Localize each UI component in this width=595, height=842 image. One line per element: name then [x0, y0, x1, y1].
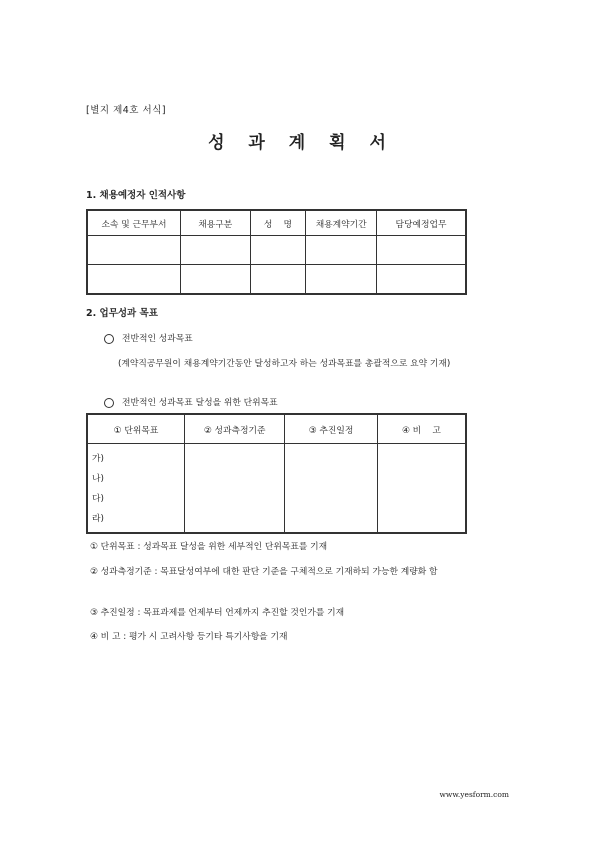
header-contract-period: 채용계약기간: [306, 210, 377, 236]
note-measurement-criteria: ② 성과측정기준 : 목표달성여부에 대한 판단 기준을 구체적으로 기재하되 가능한 계량화 함: [90, 567, 438, 577]
header-department: 소속 및 근무부서: [87, 210, 180, 236]
header-remarks: ④ 비 고: [377, 414, 466, 444]
table-cell[interactable]: [250, 236, 306, 265]
table-row: [87, 444, 466, 534]
document-title: 성 과 계 획 서: [208, 133, 387, 153]
table-row: [87, 265, 466, 295]
row-label: 다): [92, 494, 104, 504]
bullet-text: 전반적인 성과목표 달성을 위한 단위목표: [122, 398, 278, 408]
header-unit-goal: ① 단위목표: [87, 414, 184, 444]
table-header-row: [87, 210, 466, 236]
circle-bullet-icon: [104, 334, 114, 344]
personal-info-table: [86, 209, 467, 295]
table-row: [87, 236, 466, 265]
table-cell[interactable]: [285, 444, 377, 534]
table-cell[interactable]: [180, 265, 250, 295]
note-remarks: ④ 비 고 : 평가 시 고려사항 등기타 특기사항을 기재: [90, 632, 288, 642]
form-number-label: [별지 제4호 서식]: [86, 105, 167, 116]
row-label: 가): [92, 454, 104, 464]
footer-url: www.yesform.com: [439, 790, 509, 799]
table-cell[interactable]: [376, 265, 466, 295]
table-cell[interactable]: [306, 236, 377, 265]
row-label: 나): [92, 474, 104, 484]
table-cell[interactable]: [87, 265, 180, 295]
unit-goal-cell[interactable]: [87, 444, 184, 534]
bullet-text: 전반적인 성과목표: [122, 334, 193, 344]
note-schedule: ③ 추진일정 : 목표과제를 언제부터 언제까지 추진할 것인가를 기재: [90, 608, 345, 618]
header-planned-duties: 담당예정업무: [376, 210, 466, 236]
table-cell[interactable]: [184, 444, 284, 534]
header-name: 성 명: [250, 210, 306, 236]
table-cell[interactable]: [376, 236, 466, 265]
note-unit-goal: ① 단위목표 : 성과목표 달성을 위한 세부적인 단위목표를 기재: [90, 542, 328, 552]
overall-goal-description: (계약직공무원이 채용계약기간동안 달성하고자 하는 성과목표를 총괄적으로 요약 기재): [118, 359, 451, 369]
header-employment-type: 채용구분: [180, 210, 250, 236]
unit-goals-table: [86, 413, 467, 534]
bullet-overall-goal: [104, 331, 193, 344]
table-header-row: [87, 414, 466, 444]
row-label: 라): [92, 514, 104, 524]
section-2-heading: 2. 업무성과 목표: [86, 308, 158, 319]
table-cell[interactable]: [180, 236, 250, 265]
table-cell[interactable]: [250, 265, 306, 295]
table-cell[interactable]: [306, 265, 377, 295]
circle-bullet-icon: [104, 398, 114, 408]
header-measurement-criteria: ② 성과측정기준: [184, 414, 284, 444]
table-cell[interactable]: [377, 444, 466, 534]
section-1-heading: 1. 채용예정자 인적사항: [86, 190, 186, 201]
table-cell[interactable]: [87, 236, 180, 265]
bullet-unit-goals: [104, 395, 278, 408]
header-schedule: ③ 추진일정: [285, 414, 377, 444]
